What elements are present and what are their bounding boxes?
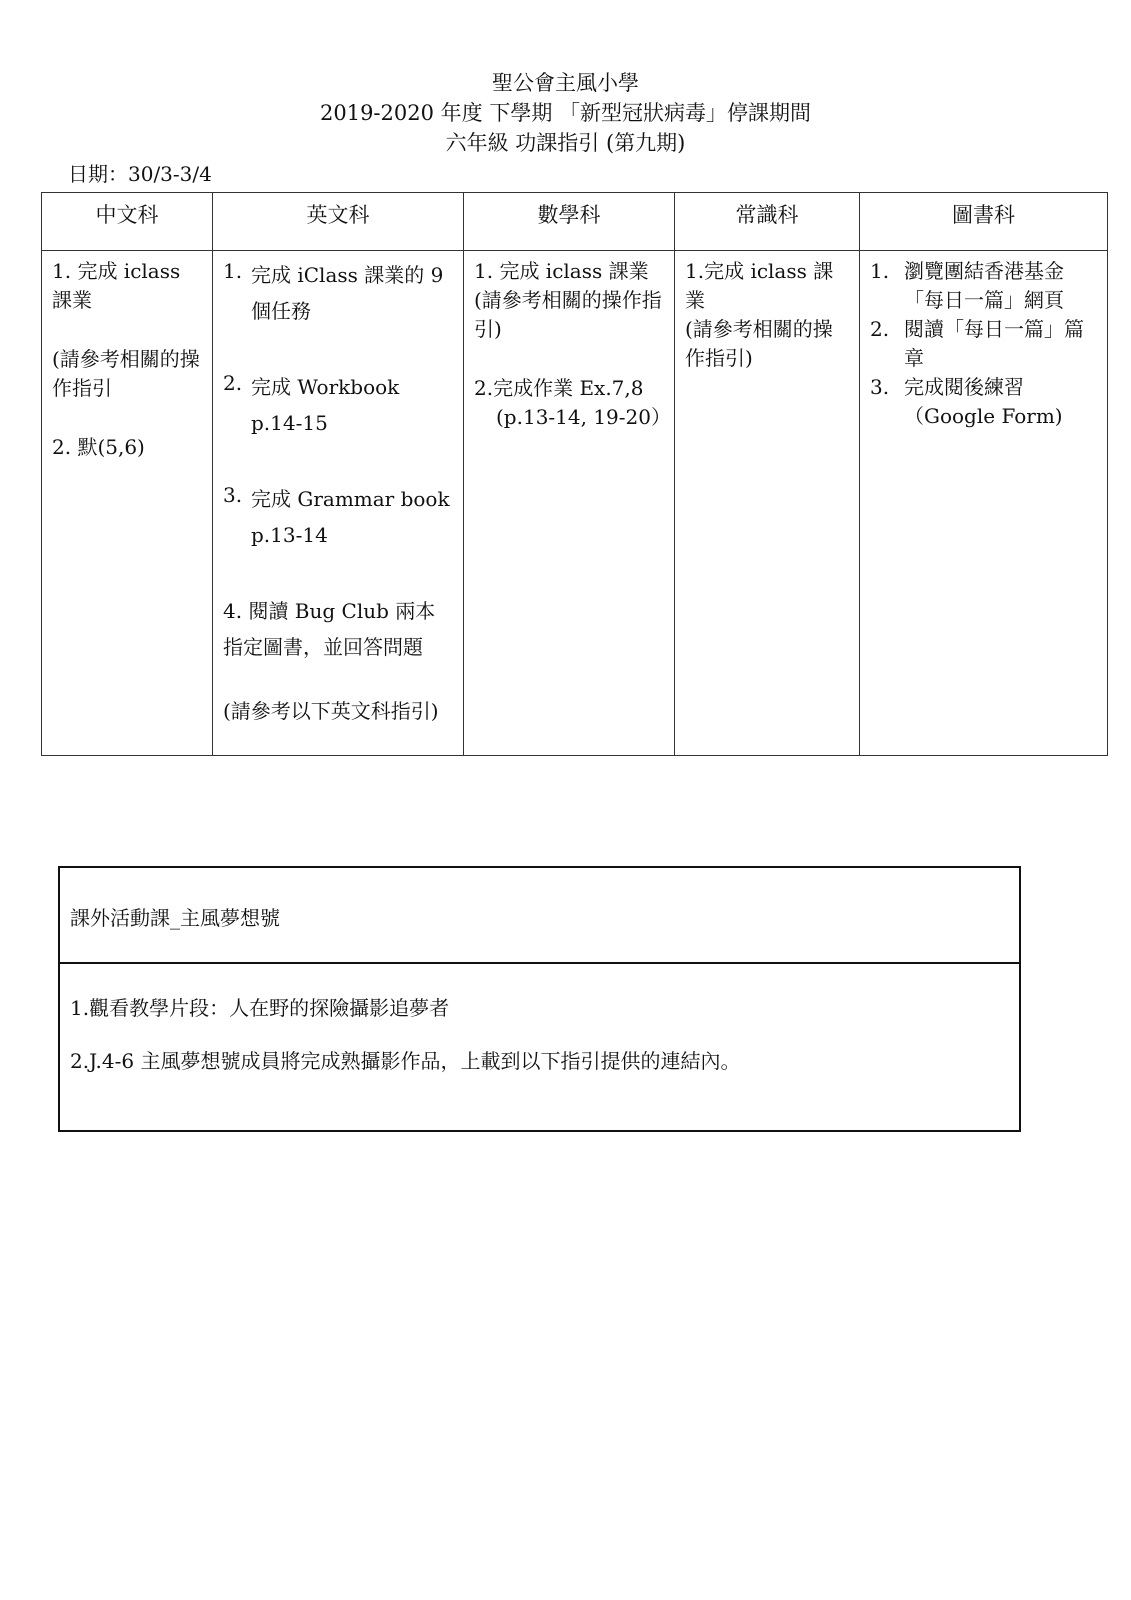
general-note: (請參考相關的操作指引) xyxy=(685,317,833,370)
column-header-library: 圖書科 xyxy=(860,193,1108,251)
math-item-2-pages: (p.13-14, 19-20） xyxy=(496,405,671,429)
math-cell xyxy=(464,251,675,756)
library-item-1 xyxy=(870,257,1099,315)
chinese-item-2: 2. 默(5,6) xyxy=(52,435,145,459)
chinese-item-1: 1. 完成 iclass 課業 xyxy=(52,259,181,312)
math-item-1: 1. 完成 iclass 課業 xyxy=(474,259,649,283)
school-name: 聖公會主風小學 xyxy=(492,71,639,95)
library-item-1-number: 1. xyxy=(870,259,890,283)
english-item-2 xyxy=(223,369,455,441)
term-title: 2019-2020 年度 下學期 「新型冠狀病毒」停課期間 xyxy=(319,101,811,125)
activity-body xyxy=(60,964,1019,1074)
activity-title: 課外活動課_主風夢想號 xyxy=(60,868,1019,964)
general-studies-cell xyxy=(675,251,860,756)
math-note: (請參考相關的操作指引) xyxy=(474,288,662,341)
english-item-2-text: 完成 Workbook p.14-15 xyxy=(251,375,400,435)
chinese-note: (請參考相關的操作指引 xyxy=(52,347,200,400)
english-item-3-text: 完成 Grammar book p.13-14 xyxy=(251,487,450,547)
english-item-1-number: 1. xyxy=(223,259,243,283)
library-item-2-text: 閱讀「每日一篇」篇章 xyxy=(904,317,1084,370)
date-range: 日期：30/3-3/4 xyxy=(68,162,212,186)
library-item-2-number: 2. xyxy=(870,317,890,341)
english-item-3 xyxy=(223,481,455,553)
guide-title: 六年級 功課指引 (第九期) xyxy=(445,131,686,155)
general-item-1: 1.完成 iclass 課業 xyxy=(685,259,834,312)
document-header xyxy=(0,68,1131,158)
english-note: (請參考以下英文科指引) xyxy=(223,699,439,723)
column-header-general-studies: 常識科 xyxy=(675,193,860,251)
tasks-row xyxy=(42,251,1108,756)
math-item-2: 2.完成作業 Ex.7,8 xyxy=(474,376,644,400)
english-item-3-number: 3. xyxy=(223,483,243,507)
column-header-chinese: 中文科 xyxy=(42,193,213,251)
column-header-math: 數學科 xyxy=(464,193,675,251)
library-item-2 xyxy=(870,315,1099,373)
library-item-3 xyxy=(870,373,1099,431)
activity-box xyxy=(58,866,1021,1132)
english-item-4: 4. 閱讀 Bug Club 兩本指定圖書，並回答問題 xyxy=(223,599,436,659)
library-item-1-text: 瀏覽團結香港基金「每日一篇」網頁 xyxy=(904,259,1064,312)
activity-line-1: 1.觀看教學片段：人在野的探險攝影追夢者 xyxy=(70,996,450,1020)
column-header-english: 英文科 xyxy=(213,193,464,251)
header-row xyxy=(42,193,1108,251)
english-cell xyxy=(213,251,464,756)
library-item-3-number: 3. xyxy=(870,375,890,399)
english-item-1-text: 完成 iClass 課業的 9 個任務 xyxy=(251,263,444,323)
library-item-3-text: 完成閱後練習（Google Form) xyxy=(904,375,1063,428)
chinese-cell xyxy=(42,251,213,756)
activity-line-2: 2.J.4-6 主風夢想號成員將完成熟攝影作品，上載到以下指引提供的連結內。 xyxy=(70,1049,741,1073)
english-item-1 xyxy=(223,257,455,329)
english-item-2-number: 2. xyxy=(223,371,243,395)
library-cell xyxy=(860,251,1108,756)
homework-table xyxy=(41,192,1108,756)
